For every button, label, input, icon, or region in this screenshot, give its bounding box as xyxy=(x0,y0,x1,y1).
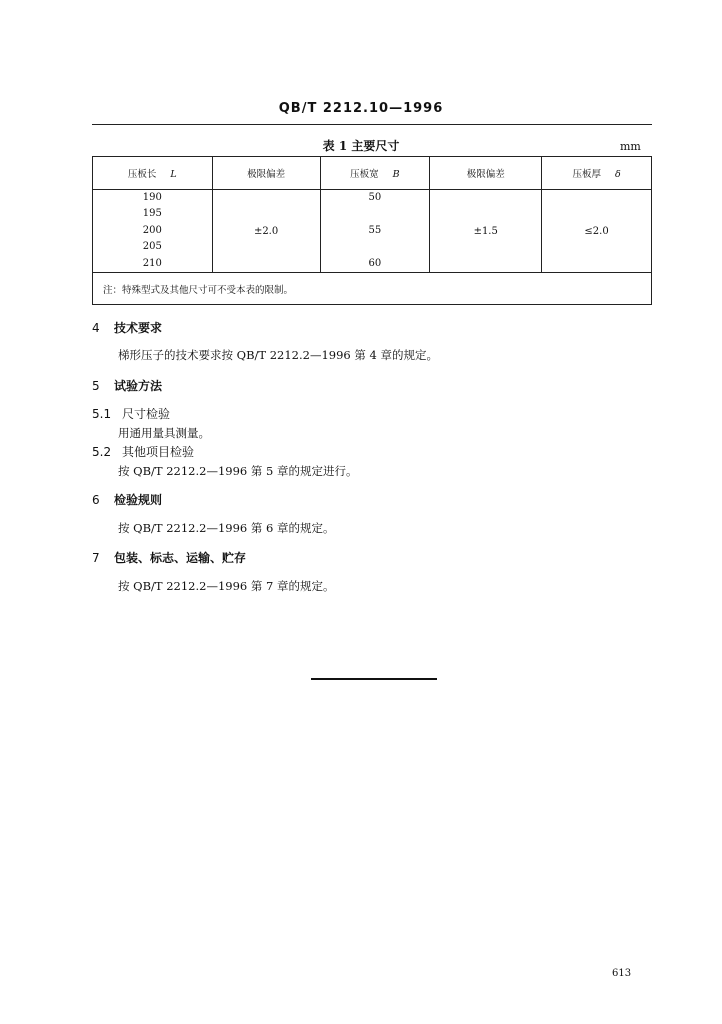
section-7-heading: 7 包装、标志、运输、贮存 xyxy=(92,551,247,565)
table-note: 注：特殊型式及其他尺寸可不受本表的限制。 xyxy=(93,273,652,305)
standard-number-header: QB/T 2212.10—1996 xyxy=(278,101,444,116)
table-unit: mm xyxy=(620,140,641,153)
page-number: 613 xyxy=(612,968,632,979)
length-tolerance-value: ±2.0 xyxy=(212,190,320,273)
length-value: 190 xyxy=(142,192,162,203)
width-value: 50 xyxy=(368,192,382,203)
length-values-cell xyxy=(93,190,213,273)
table-header-row xyxy=(93,157,652,190)
header-length: 压板长 L xyxy=(93,157,213,190)
header-rule xyxy=(92,124,652,125)
header-width: 压板宽 B xyxy=(320,157,430,190)
section-4-heading: 4 技术要求 xyxy=(92,321,163,335)
width-value: 60 xyxy=(368,257,382,269)
table-note-row xyxy=(93,273,652,305)
section-4-text: 梯形压子的技术要求按 QB/T 2212.2—1996 第 4 章的规定。 xyxy=(118,348,439,362)
section-5-1-heading: 5.1 尺寸检验 xyxy=(92,407,171,421)
section-5-2-heading: 5.2 其他项目检验 xyxy=(92,445,195,459)
end-rule xyxy=(311,678,437,680)
width-tolerance-value: ±1.5 xyxy=(430,190,542,273)
table-caption: 表 1 主要尺寸 xyxy=(322,139,400,153)
section-6-text: 按 QB/T 2212.2—1996 第 6 章的规定。 xyxy=(118,521,335,535)
header-thickness: 压板厚 δ xyxy=(542,157,652,190)
section-5-heading: 5 试验方法 xyxy=(92,379,163,393)
width-value xyxy=(321,239,430,255)
thickness-value: ≤2.0 xyxy=(542,190,652,273)
section-5-2-text: 按 QB/T 2212.2—1996 第 5 章的规定进行。 xyxy=(118,464,358,478)
section-7-text: 按 QB/T 2212.2—1996 第 7 章的规定。 xyxy=(118,579,335,593)
length-value: 200 xyxy=(142,224,162,236)
section-6-heading: 6 检验规则 xyxy=(92,493,163,507)
length-value: 205 xyxy=(142,241,162,253)
section-5-1-text: 用通用量具测量。 xyxy=(118,426,210,440)
table-body-row xyxy=(93,190,652,273)
width-values-cell xyxy=(320,190,430,273)
length-value: 195 xyxy=(142,208,162,220)
dimensions-table xyxy=(92,156,652,305)
width-value: 55 xyxy=(368,224,382,236)
length-value: 210 xyxy=(142,257,162,269)
header-length-tolerance: 极限偏差 xyxy=(212,157,320,190)
header-width-tolerance: 极限偏差 xyxy=(430,157,542,190)
width-value xyxy=(321,206,430,222)
